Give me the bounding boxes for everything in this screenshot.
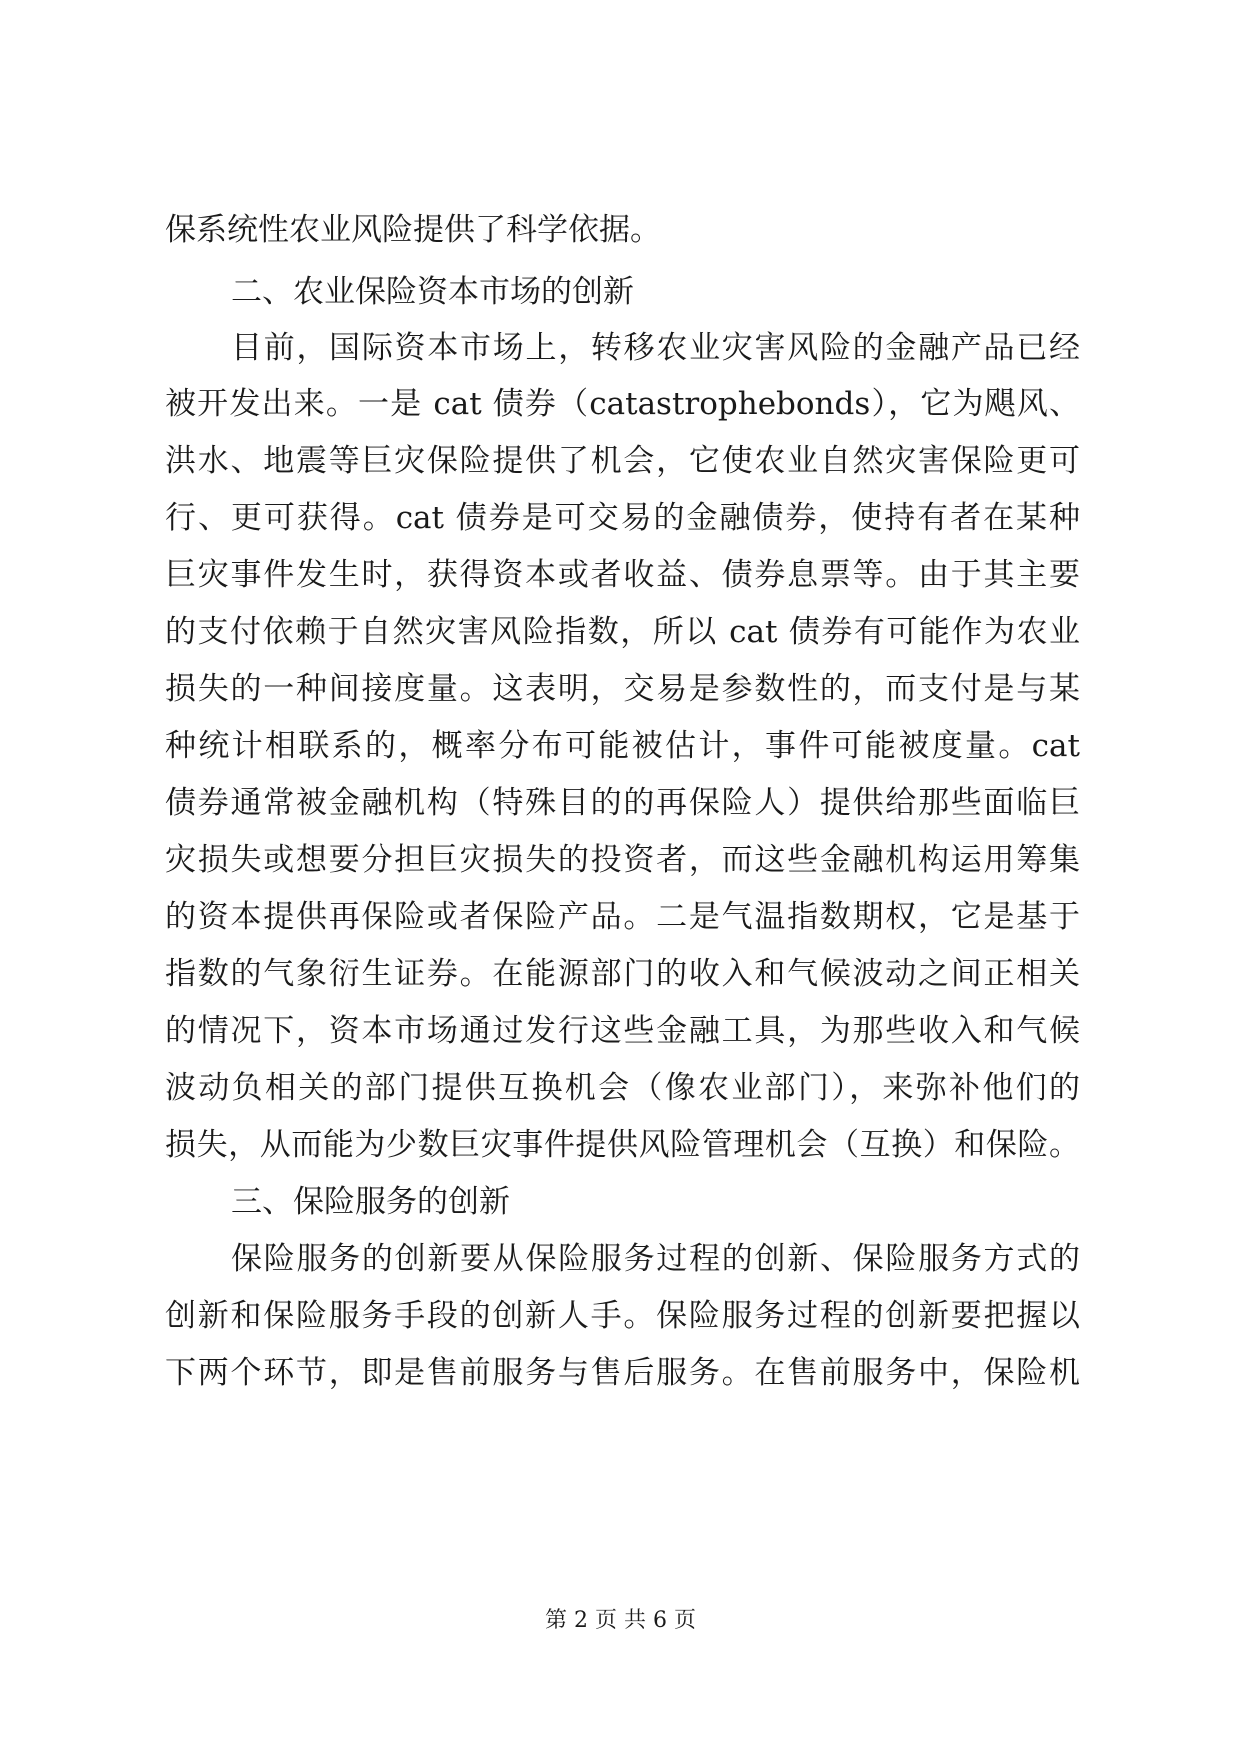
body-text-line: 的情况下，资本市场通过发行这些金融工具，为那些收入和气候	[165, 1013, 1080, 1049]
body-text-line: 指数的气象衍生证券。在能源部门的收入和气候波动之间正相关	[165, 956, 1080, 992]
body-text-line: 灾损失或想要分担巨灾损失的投资者，而这些金融机构运用筹集	[165, 842, 1080, 878]
body-text-line: 创新和保险服务手段的创新人手。保险服务过程的创新要把握以	[165, 1298, 1080, 1334]
body-text-line: 保系统性农业风险提供了科学依据。	[165, 212, 661, 248]
body-text-line: 行、更可获得。cat 债券是可交易的金融债券，使持有者在某种	[165, 500, 1080, 536]
body-text-line: 巨灾事件发生时，获得资本或者收益、债券息票等。由于其主要	[165, 557, 1080, 593]
body-text-line: 种统计相联系的，概率分布可能被估计，事件可能被度量。cat	[165, 728, 1080, 764]
body-text-line: 洪水、地震等巨灾保险提供了机会，它使农业自然灾害保险更可	[165, 443, 1080, 479]
body-text-line: 的支付依赖于自然灾害风险指数，所以 cat 债券有可能作为农业	[165, 614, 1080, 650]
body-text-line: 目前，国际资本市场上，转移农业灾害风险的金融产品已经	[231, 330, 1080, 366]
body-text-line: 被开发出来。一是 cat 债券（catastrophebonds），它为飓风、	[165, 386, 1080, 422]
body-text-line: 损失的一种间接度量。这表明，交易是参数性的，而支付是与某	[165, 671, 1080, 707]
body-text-line: 保险服务的创新要从保险服务过程的创新、保险服务方式的	[231, 1241, 1080, 1277]
section-heading: 二、农业保险资本市场的创新	[231, 274, 634, 310]
body-text-line: 波动负相关的部门提供互换机会（像农业部门），来弥补他们的	[165, 1070, 1080, 1106]
body-text-line: 下两个环节，即是售前服务与售后服务。在售前服务中，保险机	[165, 1355, 1080, 1391]
body-text-line: 损失，从而能为少数巨灾事件提供风险管理机会（互换）和保险。	[165, 1127, 1080, 1163]
section-heading: 三、保险服务的创新	[231, 1184, 510, 1220]
page-number-footer: 第 2 页 共 6 页	[545, 1608, 696, 1633]
body-text-line: 的资本提供再保险或者保险产品。二是气温指数期权，它是基于	[165, 899, 1080, 935]
body-text-line: 债券通常被金融机构（特殊目的的再保险人）提供给那些面临巨	[165, 785, 1080, 821]
